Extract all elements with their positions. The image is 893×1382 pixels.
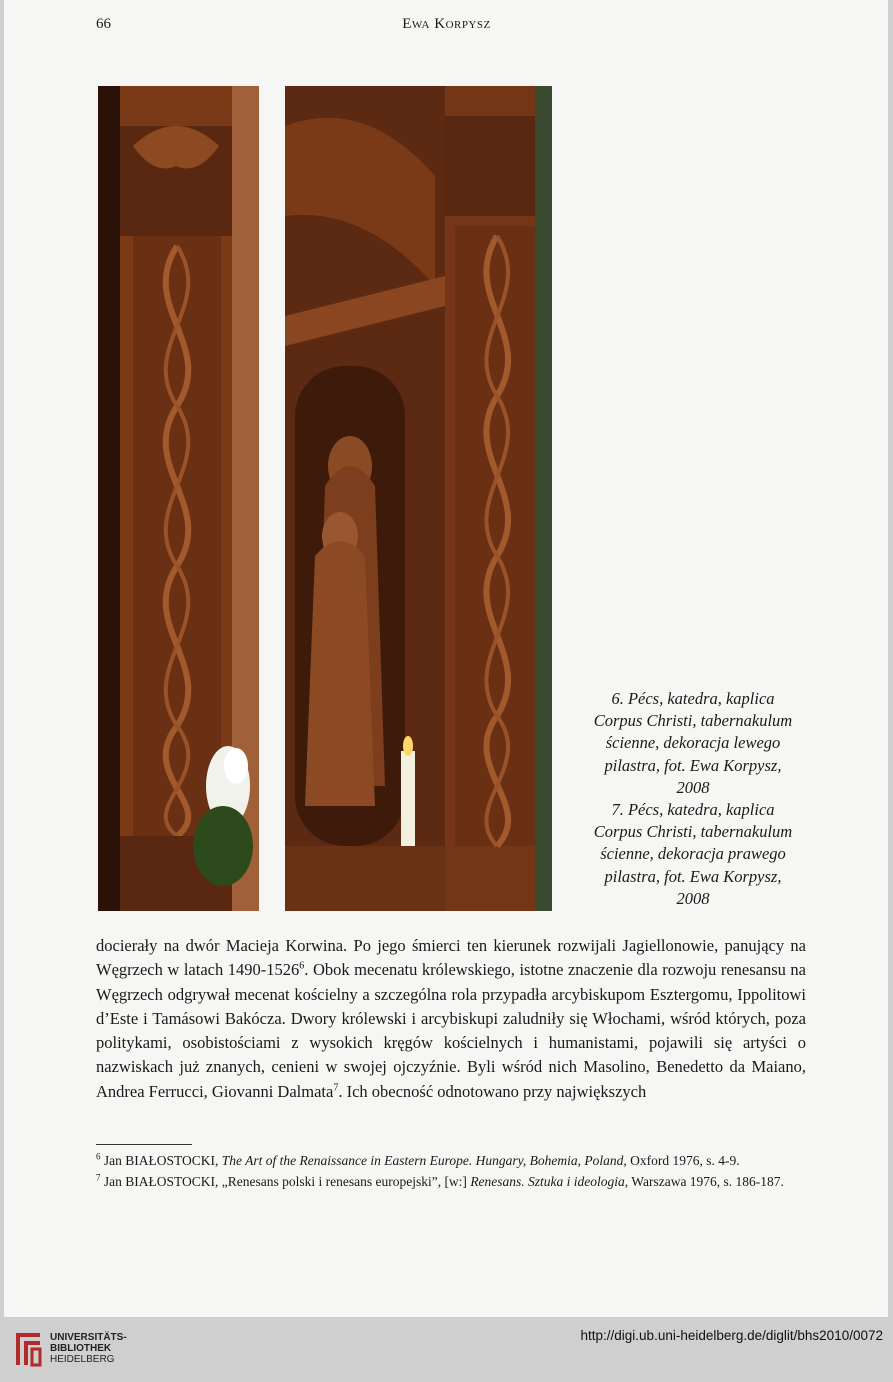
photo-pilaster-right — [285, 86, 552, 911]
pilaster-right-illustration — [285, 86, 552, 911]
page-number: 66 — [96, 16, 111, 32]
library-name-line: HEIDELBERG — [50, 1354, 115, 1365]
library-name-line: UNIVERSITÄTS- — [50, 1332, 127, 1343]
caption-line: Corpus Christi, tabernakulum — [593, 822, 793, 842]
footnote-title: The Art of the Renaissance in Eastern Europe. Hungary, Bohemia, Poland — [221, 1153, 624, 1168]
footnote-number: 6 — [96, 1151, 101, 1162]
footer-bar — [0, 1317, 893, 1382]
caption-line: 6. Pécs, katedra, kaplica — [611, 689, 775, 708]
caption-line: pilastra, fot. Ewa Korpysz, — [604, 866, 782, 886]
caption-line: pilastra, fot. Ewa Korpysz, — [604, 755, 782, 775]
footnote-ref[interactable]: 7 — [333, 1082, 339, 1094]
body-text-part: . Obok mecenatu królewskiego, istotne znaczenie dla rozwoju renesansu na Węgrzech odgrywał mecenat kościelny a szczególna rola przypadła arcybiskupom Esztergomu, Ippolitowi d’Este i Tamásowi Bakócza. Dwory królewski i arcybiskupi zaludniły się Włochami, wśród których, poza politykami, osobistościami z wysokich kręgów kościelnych i humanistami, pojawili się artyści o nazwiskach już znanych, cenieni w swojej ojczyźnie. Byli wśród nich Masolino, Benedetto da Maiano, Andrea Ferrucci, Giovanni Dalmata — [96, 960, 807, 1101]
footnote-separator — [96, 1144, 192, 1145]
library-name-line: BIBLIOTHEK — [50, 1343, 112, 1354]
footnote-ref[interactable]: 6 — [299, 960, 305, 972]
library-name — [50, 1332, 127, 1365]
source-url-link[interactable]: http://digi.ub.uni-heidelberg.de/diglit/bhs2010/0072 — [580, 1328, 883, 1343]
body-text-part: docierały na dwór Macieja Korwina. Po jego śmierci ten kierunek rozwijali Jagiellonowie, panujący na Węgrzech w latach 1490-1526 — [96, 936, 806, 980]
caption-line: Corpus Christi, tabernakulum — [593, 711, 793, 731]
pilaster-left-illustration — [98, 86, 259, 911]
footnote-text: Jan BIAŁOSTOCKI, „Renesans polski i renesans europejski”, [w:] — [100, 1174, 471, 1189]
footnote-7 — [96, 1173, 806, 1191]
figure-caption — [575, 688, 811, 910]
library-logo-icon[interactable] — [12, 1327, 44, 1369]
footnote-title: Renesans. Sztuka i ideologia, — [470, 1174, 629, 1189]
caption-line: 7. Pécs, katedra, kaplica — [611, 800, 775, 820]
footnote-number: 7 — [96, 1172, 101, 1183]
running-header-author: Ewa Korpysz — [402, 16, 491, 32]
footnote-6 — [96, 1152, 806, 1170]
body-paragraph — [96, 934, 806, 1104]
caption-line: ścienne, dekoracja prawego — [600, 844, 786, 864]
caption-line: 2008 — [676, 777, 710, 797]
body-text-part: . Ich obecność odnotowano przy największych — [338, 1081, 647, 1101]
footnote-text: , Oxford 1976, s. 4-9. — [623, 1153, 740, 1168]
caption-line: 2008 — [676, 888, 710, 908]
caption-line: ścienne, dekoracja lewego — [605, 733, 781, 753]
footnote-text: Jan BIAŁOSTOCKI, — [100, 1153, 222, 1168]
photo-pilaster-left — [98, 86, 259, 911]
footnote-text: Warszawa 1976, s. 186-187. — [628, 1174, 784, 1189]
